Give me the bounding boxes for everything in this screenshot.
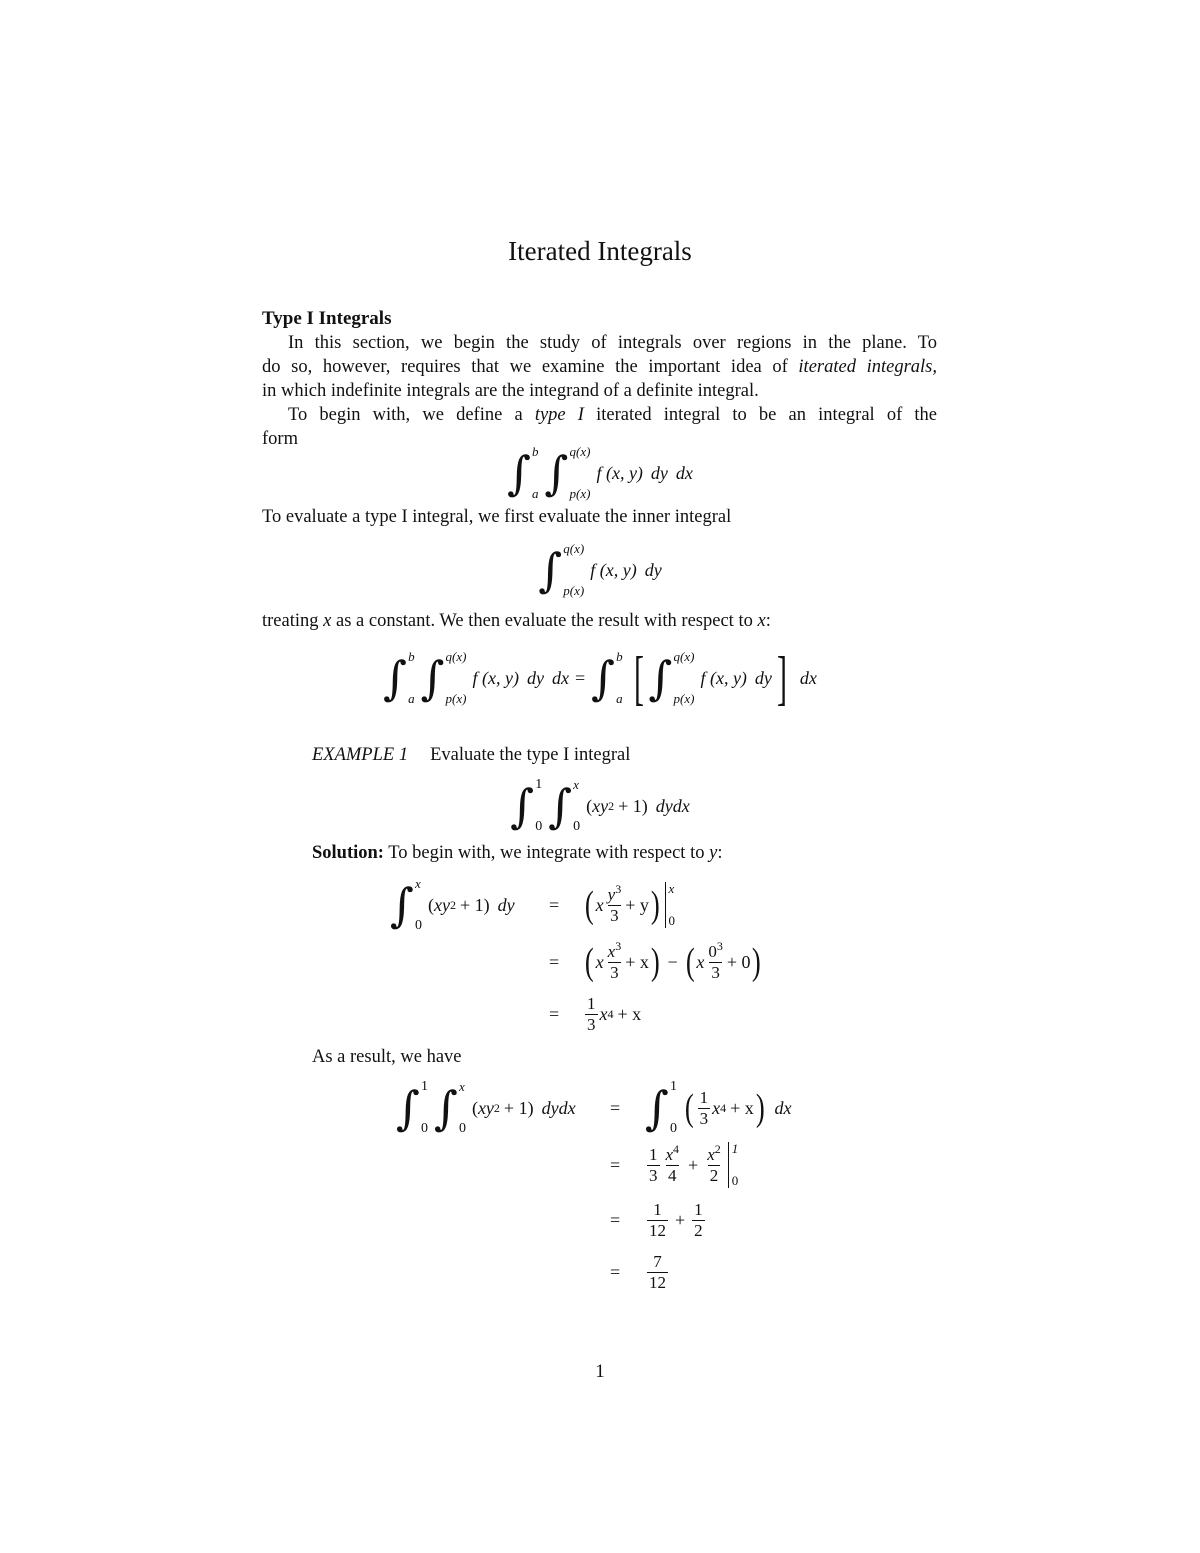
text: treating [262, 611, 324, 631]
paragraph-line: In this section, we begin the study of integrals over regions in the plane. To [288, 333, 937, 353]
variable: x [323, 611, 332, 631]
derivation-rhs: ( x $\frac{x^3}{3}$ + x ) − ( x $\frac{0^3}{3}$ + 0 ) [584, 939, 762, 983]
equation-iterated-identity [0, 645, 1200, 711]
integral-sign: ∫ q(x) p(x) [544, 444, 591, 501]
integrand: f (x, y) [700, 667, 747, 688]
derivation-rhs: $\frac{1}{3}$ x 4 + x [587, 994, 642, 1034]
text: To begin with, we integrate with respect to [383, 843, 710, 863]
integrand: f (x, y) [590, 559, 637, 580]
integral-sign: ∫ 1 0 [645, 1079, 677, 1136]
equals: = [610, 1209, 621, 1230]
derivation-rhs: $\frac{1}{12}$ + $\frac{1}{2}$ [649, 1200, 703, 1240]
paragraph-line: As a result, we have [312, 1047, 462, 1067]
integral-sign: ∫ q(x) p(x) [648, 649, 695, 706]
text: Evaluate the type I integral [430, 745, 631, 765]
example-line [312, 743, 987, 767]
equals-row [610, 1078, 620, 1138]
integrand: f (x, y) [596, 462, 643, 483]
equals: = [549, 951, 560, 972]
derivation-lhs: ∫ 1 0 ∫ x 0 ( xy 2 + 1 ) dydx [396, 1079, 576, 1136]
emphasis: iterated integrals, [798, 357, 937, 377]
evaluation-bar: x 0 [665, 882, 676, 928]
equals: = [610, 1097, 621, 1118]
left-bracket: [ [633, 645, 644, 711]
differential: dy [754, 667, 772, 688]
differential: dy [526, 667, 544, 688]
variable: x [757, 611, 766, 631]
text: : [765, 611, 771, 631]
integral-sign: ∫ b a [591, 649, 623, 706]
paragraph-line [288, 403, 937, 427]
equals: = [610, 1261, 621, 1282]
text: do so, however, requires that we examine the important idea of [262, 357, 799, 377]
equation-example-integral: ∫ 1 0 ∫ x 0 ( xy 2 + 1 ) dydx [510, 777, 690, 834]
equals: = [574, 667, 586, 688]
derivation-rhs: ( x $\frac{y^3}{3}$ + y ) x 0 [584, 881, 676, 928]
variable: y [709, 843, 718, 863]
solution-line [312, 841, 987, 865]
paragraph-line: To evaluate a type I integral, we first evaluate the inner integral [262, 507, 732, 527]
derivation-rhs: $\frac{1}{3}$ $\frac{x^4}{4}$ + $\frac{x^2}{2}$ 1 0 [649, 1141, 739, 1188]
equals-row [549, 875, 559, 935]
paragraph-line [262, 609, 937, 633]
text: To begin with, we define a [288, 405, 535, 425]
equals: = [549, 1003, 560, 1024]
integral-sign: ∫ x 0 [390, 876, 422, 933]
differential: dydx [655, 795, 690, 816]
text: iterated integral to be an integral of the [583, 405, 937, 425]
paragraph-line [262, 355, 937, 379]
integral-sign: ∫ 1 0 [396, 1079, 428, 1136]
paragraph-line: form [262, 429, 298, 449]
integral-sign: ∫ x 0 [433, 1079, 466, 1136]
equals-row [549, 937, 559, 987]
right-bracket: ] [776, 645, 787, 711]
differential: dx [799, 667, 817, 688]
integral-sign: ∫ q(x) p(x) [538, 541, 585, 598]
section-heading: Type I Integrals [262, 308, 392, 329]
equals-row [610, 1247, 620, 1297]
integrand: f (x, y) [472, 667, 519, 688]
equals: = [610, 1154, 621, 1175]
integral-sign: ∫ q(x) p(x) [420, 649, 467, 706]
integral-sign: ∫ b a [507, 444, 539, 501]
equals-row [610, 1140, 620, 1190]
integral-sign: ∫ 1 0 [510, 777, 543, 834]
solution-label: Solution: [312, 843, 384, 863]
differential: dy [650, 462, 668, 483]
evaluation-bar: 1 0 [728, 1142, 739, 1188]
derivation-lhs: ∫ x 0 ( xy 2 + 1 ) dy [390, 876, 515, 933]
integral-sign: ∫ b a [383, 649, 415, 706]
emphasis: type I [534, 405, 584, 425]
page-number: 1 [595, 1361, 605, 1382]
differential: dx [675, 462, 693, 483]
paragraph-line: in which indefinite integrals are the integrand of a definite integral. [262, 381, 759, 401]
text: : [717, 843, 723, 863]
integral-sign: ∫ x 0 [548, 777, 581, 834]
equals-row [610, 1195, 620, 1245]
equation-inner-integral [0, 540, 1200, 600]
example-label: EXAMPLE 1 [312, 745, 409, 765]
derivation-rhs: $\frac{7}{12}$ [649, 1252, 666, 1292]
text: as a constant. We then evaluate the result with respect to [331, 611, 758, 631]
equals-row [549, 989, 559, 1039]
equation-type-i-form [0, 443, 1200, 503]
equals: = [549, 894, 560, 915]
differential: dy [644, 559, 662, 580]
derivation-rhs: ∫ 1 0 ( $\frac{1}{3}$ x 4 + x ) dx [645, 1079, 792, 1136]
differential: dx [551, 667, 569, 688]
page-title: Iterated Integrals [508, 236, 692, 266]
